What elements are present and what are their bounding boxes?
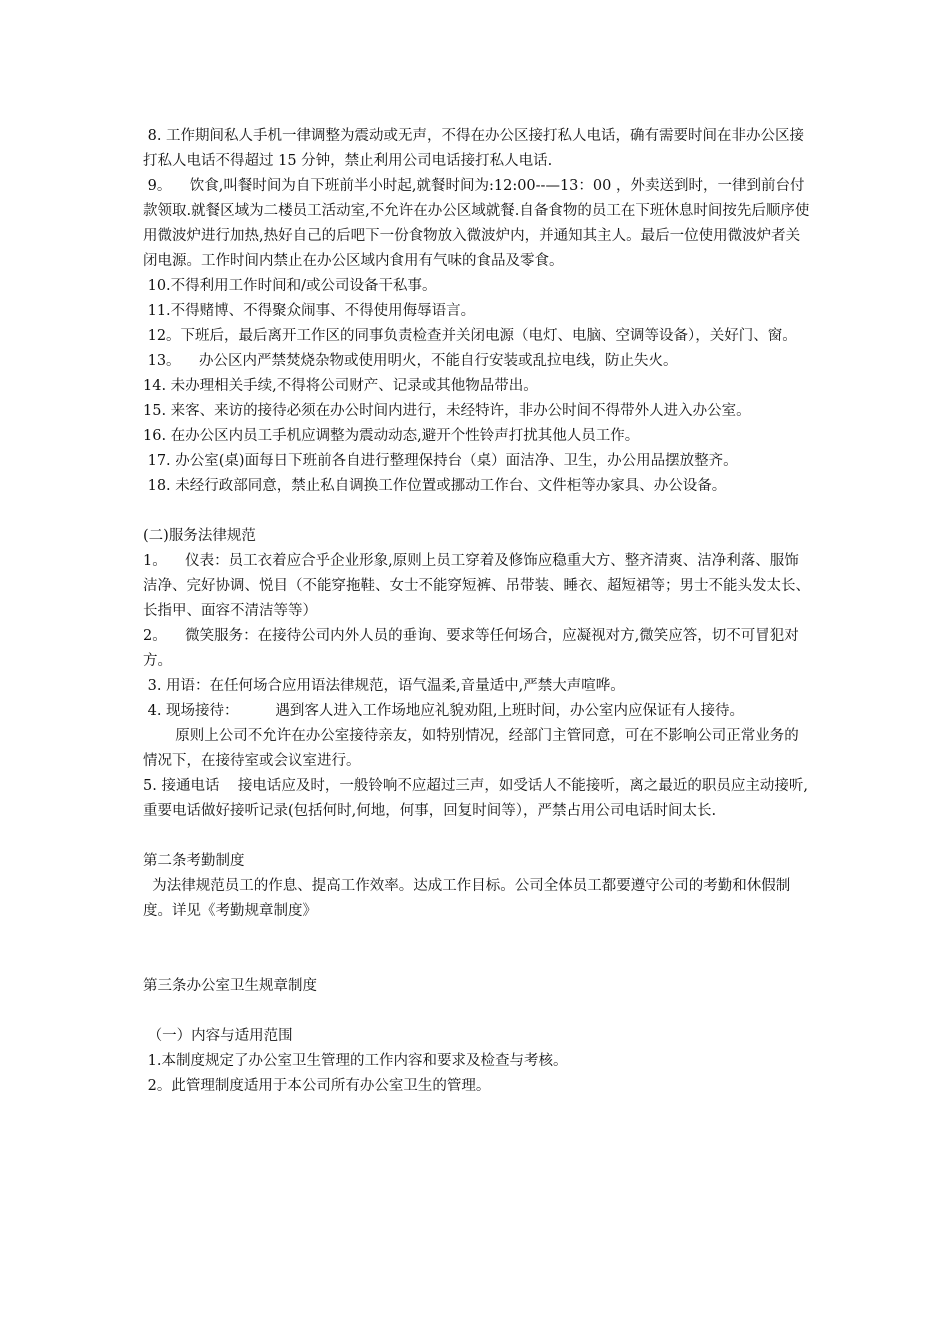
rule-item-8: 8. 工作期间私人手机一律调整为震动或无声，不得在办公区接打私人电话，确有需要时间在非办公区接打私人电话不得超过 15 分钟，禁止利用公司电话接打私人电话. — [143, 128, 805, 169]
spacer — [143, 824, 813, 849]
article-2-body: 为法律规范员工的作息、提高工作效率。达成工作目标。公司全体员工都要遵守公司的考勤和休假制度。详见《考勤规章制度》 — [143, 878, 791, 919]
service-heading: (二)服务法律规范 — [143, 528, 256, 544]
spacer — [143, 924, 813, 974]
rule-item-12: 12。下班后，最后离开工作区的同事负责检查并关闭电源（电灯、电脑、空调等设备），关好门、窗。 — [143, 328, 797, 344]
service-item-1: 1。 仪表：员工衣着应合乎企业形象,原则上员工穿着及修饰应稳重大方、整齐清爽、洁净利落、服饰洁净、完好协调、悦目（不能穿拖鞋、女士不能穿短裤、吊带装、睡衣、超短裙等；男士不能头发太长、长指甲、面容不清洁等等） — [143, 553, 810, 619]
spacer — [143, 499, 813, 524]
article-3-heading: 第三条办公室卫生规章制度 — [143, 978, 317, 994]
rule-item-13: 13。 办公区内严禁焚烧杂物或使用明火，不能自行安装或乱拉电线，防止失火。 — [143, 353, 678, 369]
spacer — [143, 999, 813, 1024]
rule-item-14: 14. 未办理相关手续,不得将公司财产、记录或其他物品带出。 — [143, 378, 538, 394]
service-item-4: 4. 现场接待： 遇到客人进入工作场地应礼貌劝阻,上班时间，办公室内应保证有人接待。 — [143, 703, 745, 719]
rule-item-17: 17. 办公室(桌)面每日下班前各自进行整理保持台（桌）面洁净、卫生，办公用品摆放整齐。 — [143, 453, 738, 469]
service-item-3: 3. 用语：在任何场合应用语法律规范，语气温柔,音量适中,严禁大声喧哗。 — [143, 678, 625, 694]
article-3-subheading: （一）内容与适用范围 — [143, 1028, 293, 1044]
document-body — [143, 124, 813, 1099]
rule-item-15: 15. 来客、来访的接待必须在办公时间内进行，未经特许，非办公时间不得带外人进入办公室。 — [143, 403, 751, 419]
service-item-4-note: 原则上公司不允许在办公室接待亲友，如特别情况，经部门主管同意，可在不影响公司正常业务的情况下，在接待室或会议室进行。 — [143, 728, 799, 769]
rule-item-18: 18. 未经行政部同意，禁止私自调换工作位置或挪动工作台、文件柜等办家具、办公设备。 — [143, 478, 727, 494]
service-item-2: 2。 微笑服务：在接待公司内外人员的垂询、要求等任何场合，应凝视对方,微笑应答，切不可冒犯对方。 — [143, 628, 799, 669]
article-3-item-1: 1.本制度规定了办公室卫生管理的工作内容和要求及检查与考核。 — [143, 1053, 568, 1069]
rule-item-16: 16. 在办公区内员工手机应调整为震动动态,避开个性铃声打扰其他人员工作。 — [143, 428, 640, 444]
article-2-heading: 第二条考勤制度 — [143, 853, 245, 869]
rule-item-10: 10.不得利用工作时间和/或公司设备干私事。 — [143, 278, 437, 294]
rule-item-11: 11.不得赌博、不得聚众闹事、不得使用侮辱语言。 — [143, 303, 476, 319]
article-3-item-2: 2。此管理制度适用于本公司所有办公室卫生的管理。 — [143, 1078, 491, 1094]
rule-item-9: 9。 饮食,叫餐时间为自下班前半小时起,就餐时间为:12:00--—13：00 ，外卖送到时，一律到前台付款领取.就餐区域为二楼员工活动室,不允许在办公区域就餐.自备食物的员工在下班休息时间按先后顺序使用微波炉进行加热,热好自己的后吧下一份食物放入微波炉内，并通知其主人。最后一位使用微波炉者关闭电源。工作时间内禁止在办公区域内食用有气味的食品及零食。 — [143, 178, 810, 269]
service-item-5: 5. 接通电话 接电话应及时，一般铃响不应超过三声，如受话人不能接听，离之最近的职员应主动接听,重要电话做好接听记录(包括何时,何地，何事，回复时间等），严禁占用公司电话时间太长. — [143, 778, 808, 819]
